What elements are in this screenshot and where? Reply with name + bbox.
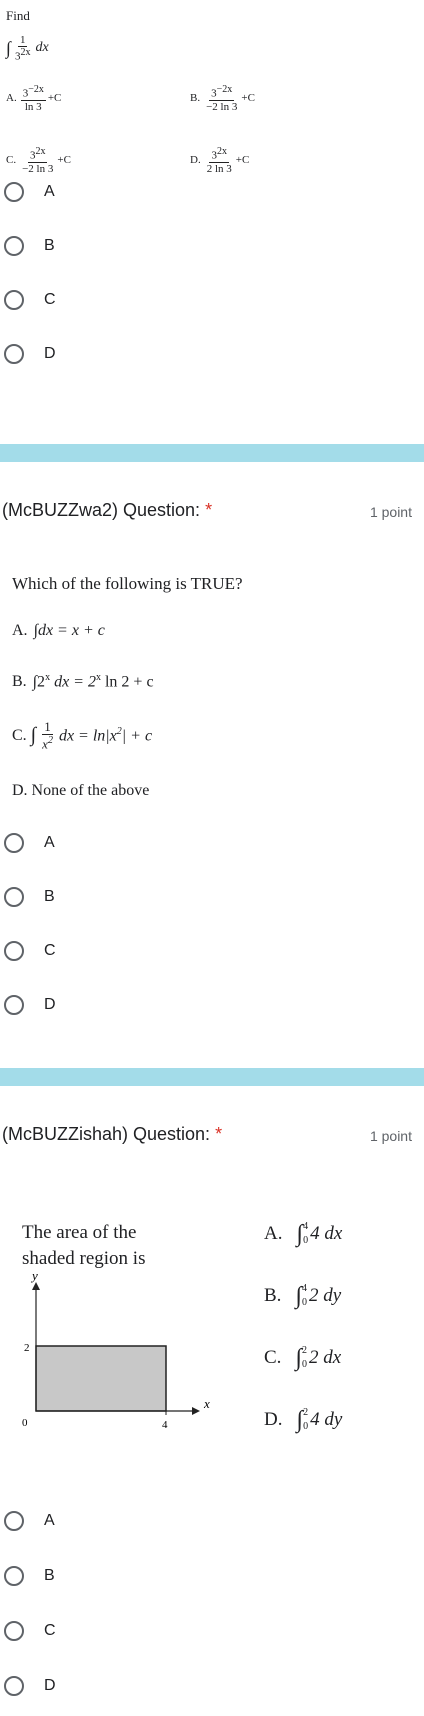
q2-points: 1 point — [369, 504, 412, 520]
q1-option-a-denominator: ln 3 — [24, 100, 42, 113]
y-axis-label: y — [32, 1268, 38, 1283]
q2-choice-c-label: C — [44, 942, 56, 959]
q3-choice-c[interactable] — [0, 1611, 424, 1651]
q3-prompt-line1: The area of the — [22, 1222, 137, 1243]
x-axis-arrow-icon — [192, 1407, 200, 1415]
radio-button[interactable] — [4, 344, 24, 364]
section-divider — [0, 444, 424, 462]
q3-option-b-upper: 4 — [302, 1283, 308, 1294]
q3-points: 1 point — [369, 1128, 412, 1144]
q1-option-b-denominator: −2 ln 3 — [206, 100, 238, 113]
q2-option-b-label: B. — [12, 672, 27, 690]
q3-title — [2, 1124, 222, 1145]
q3-option-d — [264, 1406, 342, 1434]
q2-option-a-expression: ∫dx = x + c — [33, 622, 105, 639]
question3-image — [0, 1180, 424, 1470]
q3-prompt-line2: shaded region is — [22, 1248, 146, 1269]
q3-choice-c-label: C — [44, 1622, 56, 1639]
q2-choice-b[interactable] — [0, 877, 424, 917]
q2-option-c-denominator: x — [42, 736, 48, 752]
q2-choice-d-label: D — [44, 996, 56, 1013]
q1-integrand-numerator: 1 — [19, 34, 26, 46]
q1-choice-a-label: A — [44, 183, 55, 200]
required-asterisk: * — [205, 500, 213, 520]
q2-option-d: D. None of the above — [12, 782, 150, 799]
required-asterisk: * — [215, 1124, 223, 1144]
q3-option-a-label: A. — [264, 1223, 283, 1244]
q2-option-c-numerator: 1 — [44, 719, 51, 734]
q3-option-b-label: B. — [264, 1285, 282, 1306]
y-tick-label: 2 — [24, 1342, 30, 1354]
q1-integral-sign: ∫ — [6, 37, 11, 58]
x-axis-label: x — [204, 1396, 210, 1411]
question2-image — [0, 560, 424, 830]
integral-sign: ∫ — [295, 1282, 303, 1309]
q2-option-c-exponent: 2 — [47, 735, 53, 747]
radio-button[interactable] — [4, 236, 24, 256]
integral-sign: ∫ — [295, 1344, 303, 1371]
q1-choice-a[interactable] — [0, 172, 424, 212]
integral-sign: ∫ — [296, 1406, 304, 1433]
q1-option-b-label: B. — [190, 92, 201, 105]
q2-option-b-exponent: x — [95, 672, 101, 683]
q2-option-c-label: C. — [12, 726, 27, 744]
q1-option-c-label: C. — [6, 154, 17, 167]
q3-option-a-expression: 4 dx — [310, 1223, 343, 1244]
q3-option-a-upper: 4 — [303, 1221, 309, 1232]
q3-option-d-upper: 2 — [303, 1407, 309, 1418]
q1-option-a-exponent: −2x — [28, 84, 44, 95]
q1-option-b-exponent: −2x — [216, 84, 233, 95]
q1-option-d-exponent: 2x — [216, 146, 227, 157]
q3-option-c-expression: 2 dx — [309, 1347, 342, 1368]
q2-option-a-label: A. — [12, 622, 28, 639]
q1-option-a-label: A. — [6, 92, 17, 105]
q3-choice-d[interactable] — [0, 1666, 424, 1706]
q1-option-d-denominator: 2 ln 3 — [206, 162, 232, 175]
q2-choice-a-label: A — [44, 834, 55, 851]
q1-option-a — [6, 84, 61, 113]
q2-option-c — [12, 720, 152, 752]
question1-image — [0, 0, 424, 180]
q3-title-text: (McBUZZishah) Question: — [2, 1124, 211, 1144]
q2-option-b — [12, 672, 154, 691]
q3-option-b-expression: 2 dy — [309, 1285, 342, 1306]
q1-integrand-denominator: 3 — [14, 50, 21, 63]
integral-sign: ∫ — [296, 1220, 304, 1247]
q2-prompt: Which of the following is TRUE? — [12, 574, 243, 593]
q1-integrand-denominator-exponent: 2x — [20, 47, 31, 59]
x-tick-label: 4 — [162, 1419, 168, 1431]
q1-option-a-constant: +C — [47, 92, 62, 105]
q2-choice-d[interactable] — [0, 985, 424, 1025]
q1-option-d-constant: +C — [235, 154, 250, 167]
radio-button[interactable] — [4, 1621, 24, 1641]
q1-choice-d-label: D — [44, 345, 56, 362]
q1-option-b — [190, 84, 255, 113]
q1-option-b-numerator: 3 — [211, 87, 217, 100]
q3-option-d-label: D. — [264, 1409, 283, 1430]
q3-option-b — [264, 1282, 341, 1310]
q3-option-c — [264, 1344, 341, 1372]
q1-option-d — [190, 146, 249, 175]
q3-option-c-lower: 0 — [302, 1359, 308, 1370]
q2-option-b-part: ∫2 — [32, 673, 46, 691]
radio-button[interactable] — [4, 1566, 24, 1586]
q1-choice-b-label: B — [44, 237, 55, 254]
radio-button[interactable] — [4, 1511, 24, 1531]
radio-button[interactable] — [4, 941, 24, 961]
q1-choice-c-label: C — [44, 291, 56, 308]
q2-title-text: (McBUZZwa2) Question: — [2, 500, 201, 520]
q2-option-b-exponent: x — [45, 672, 51, 683]
q1-option-a-numerator: 3 — [22, 87, 29, 100]
q1-option-c-numerator: 3 — [29, 149, 36, 162]
q2-title — [2, 500, 212, 521]
q2-choice-c[interactable] — [0, 931, 424, 971]
q2-option-b-expression — [33, 672, 154, 691]
q2-choice-a[interactable] — [0, 823, 424, 863]
q3-choice-b[interactable] — [0, 1556, 424, 1596]
q1-option-d-label: D. — [190, 154, 201, 167]
y-axis-arrow-icon — [32, 1282, 40, 1290]
q3-choice-a-label: A — [44, 1512, 55, 1529]
q2-option-a — [12, 622, 105, 640]
find-label: Find — [6, 8, 30, 23]
q1-choice-d[interactable] — [0, 334, 424, 374]
radio-button[interactable] — [4, 887, 24, 907]
origin-label: 0 — [22, 1417, 28, 1429]
q3-option-a-lower: 0 — [303, 1235, 309, 1246]
q1-integral-expression — [6, 34, 49, 63]
q1-option-b-constant: +C — [241, 92, 255, 105]
shaded-rectangle — [36, 1346, 166, 1411]
q3-option-d-expression: 4 dy — [310, 1409, 343, 1430]
q2-option-c-part: | + c — [121, 727, 153, 745]
q2-option-c-rest — [59, 726, 152, 745]
q1-choice-c[interactable] — [0, 280, 424, 320]
q2-option-b-part: ln 2 + c — [104, 673, 154, 691]
radio-button[interactable] — [4, 833, 24, 853]
q1-option-c-denominator: −2 ln 3 — [22, 162, 54, 175]
q3-choice-a[interactable] — [0, 1501, 424, 1541]
q1-option-c-constant: +C — [57, 154, 71, 167]
q2-option-c-integral: ∫ — [30, 724, 37, 747]
q2-option-b-part: dx = 2 — [54, 673, 96, 691]
q1-option-d-numerator: 3 — [211, 149, 217, 162]
radio-button[interactable] — [4, 182, 24, 202]
q3-shaded-region-graph — [0, 1260, 230, 1460]
q3-option-b-lower: 0 — [302, 1297, 308, 1308]
q1-dx: dx — [35, 40, 49, 56]
q3-option-a — [264, 1220, 342, 1248]
q2-choice-b-label: B — [44, 888, 55, 905]
radio-button[interactable] — [4, 290, 24, 310]
q3-option-c-label: C. — [264, 1347, 282, 1368]
radio-button[interactable] — [4, 995, 24, 1015]
q3-option-c-upper: 2 — [302, 1345, 308, 1356]
q3-option-d-lower: 0 — [303, 1421, 309, 1432]
q1-option-c — [6, 146, 71, 175]
q1-choice-b[interactable] — [0, 226, 424, 266]
q3-choice-d-label: D — [44, 1677, 56, 1694]
q1-option-c-exponent: 2x — [35, 146, 46, 157]
section-divider — [0, 1068, 424, 1086]
q2-option-c-exponent: 2 — [116, 726, 122, 738]
radio-button[interactable] — [4, 1676, 24, 1696]
q2-option-c-part: dx = ln|x — [58, 727, 117, 745]
q3-choice-b-label: B — [44, 1567, 55, 1584]
